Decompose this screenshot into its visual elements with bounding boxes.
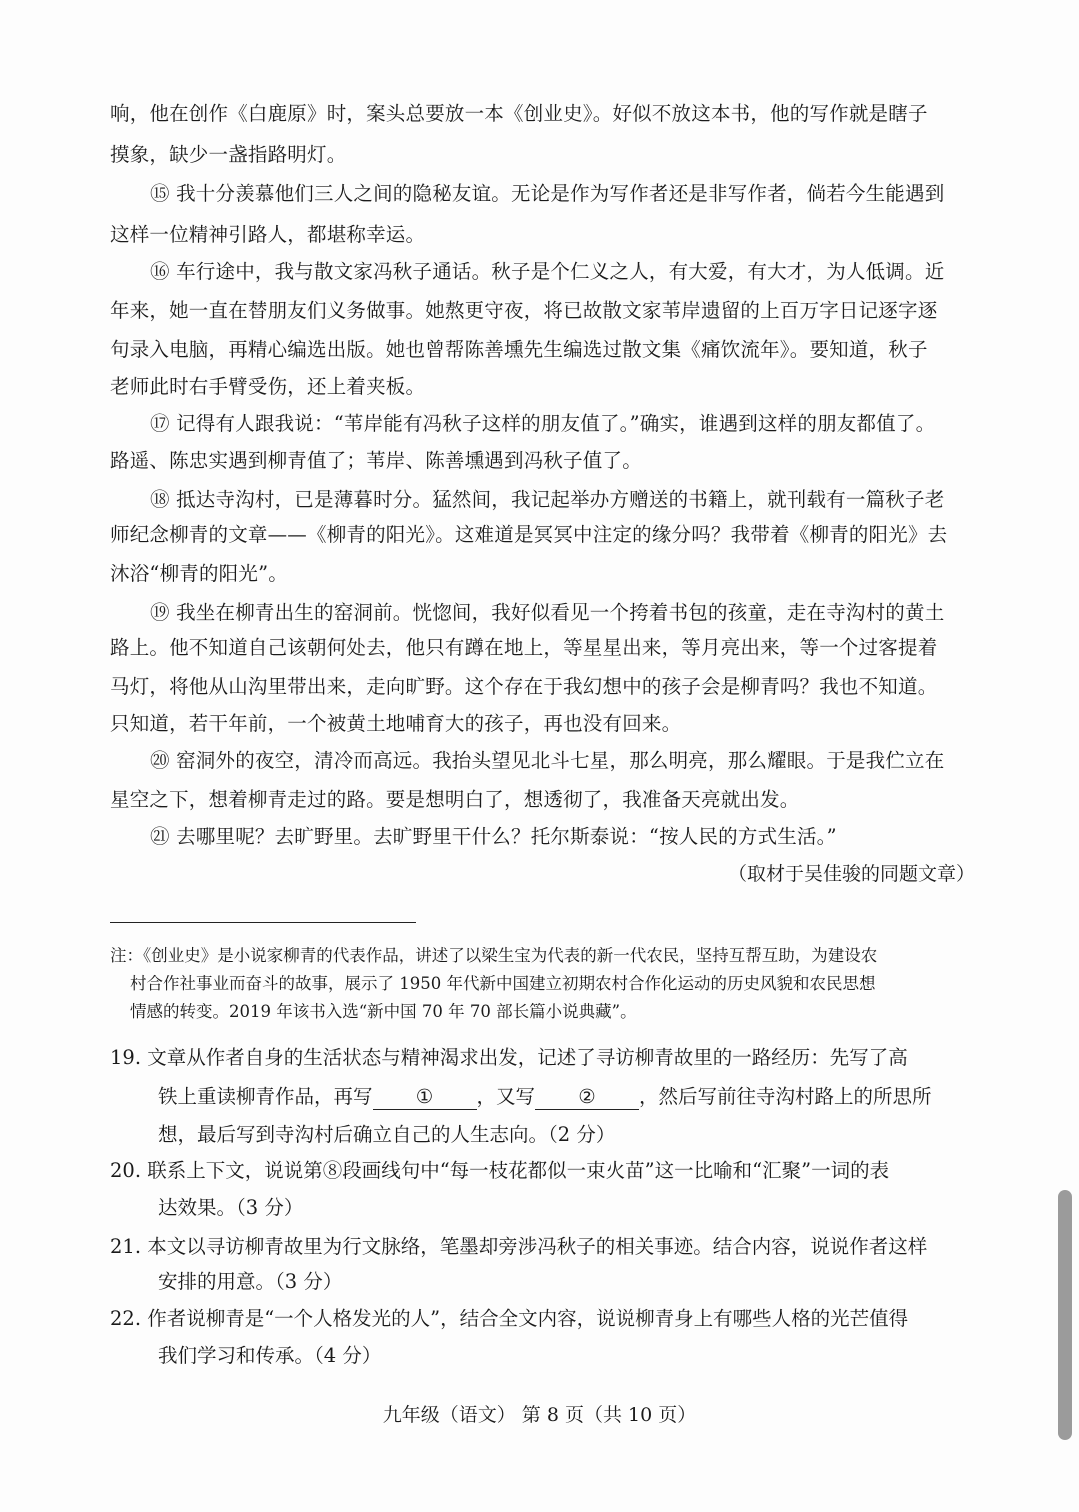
page-footer: 九年级（语文） 第 8 页（共 10 页） (382, 1404, 697, 1426)
passage-line: 路遥、陈忠实遇到柳青值了；苇岸、陈善壎遇到冯秋子值了。 (110, 449, 642, 472)
passage-line: 老师此时右手臂受伤，还上着夹板。 (110, 375, 426, 398)
passage-line: ⑲ 我坐在柳青出生的窑洞前。恍惚间，我好似看见一个挎着书包的孩童，走在寺沟村的黄土 (150, 601, 945, 624)
question-19-line-1: 19. 文章从作者自身的生活状态与精神渴求出发，记述了寻访柳青故里的一路经历：先写了高 (110, 1046, 908, 1069)
footnote-line: 村合作社事业而奋斗的故事，展示了 1950 年代新中国建立初期农村合作化运动的历史风貌和农民思想 (130, 974, 876, 993)
question-19-text-a: 铁上重读柳青作品，再写 (158, 1085, 373, 1108)
footnote-divider (110, 922, 416, 923)
passage-line: 响，他在创作《白鹿原》时，案头总要放一本《创业史》。好似不放这本书，他的写作就是瞎子 (110, 102, 928, 125)
passage-line: 路上。他不知道自己该朝何处去，他只有蹲在地上，等星星出来，等月亮出来，等一个过客提着 (110, 636, 938, 659)
passage-line: 摸象，缺少一盏指路明灯。 (110, 143, 347, 166)
passage-line: ⑱ 抵达寺沟村，已是薄暮时分。猛然间，我记起举办方赠送的书籍上，就刊载有一篇秋子老 (150, 488, 945, 511)
passage-line: 星空之下，想着柳青走过的路。要是想明白了，想透彻了，我准备天亮就出发。 (110, 788, 800, 811)
question-22-line-1: 22. 作者说柳青是“一个人格发光的人”，结合全文内容，说说柳青身上有哪些人格的光芒值得 (110, 1307, 909, 1330)
footnote-line: 情感的转变。2019 年该书入选“新中国 70 年 70 部长篇小说典藏”。 (130, 1002, 637, 1021)
passage-line: ⑳ 窑洞外的夜空，清冷而高远。我抬头望见北斗七星，那么明亮，那么耀眼。于是我伫立在 (150, 749, 945, 772)
passage-line: 沐浴“柳青的阳光”。 (110, 562, 288, 585)
question-19-line-2 (158, 1081, 932, 1113)
passage-line: ⑮ 我十分羡慕他们三人之间的隐秘友谊。无论是作为写作者还是非写作者，倘若今生能遇到 (150, 182, 945, 205)
passage-line: 句录入电脑，再精心编选出版。她也曾帮陈善壎先生编选过散文集《痛饮流年》。要知道，秋子 (110, 338, 928, 361)
passage-line: ⑯ 车行途中，我与散文家冯秋子通话。秋子是个仁义之人，有大爱，有大才，为人低调。近 (150, 260, 945, 283)
passage-source: （取材于吴佳骏的同题文章） (727, 863, 975, 885)
question-19-text-b: ，又写 (476, 1085, 536, 1108)
passage-line: 马灯，将他从山沟里带出来，走向旷野。这个存在于我幻想中的孩子会是柳青吗？我也不知道。 (110, 675, 938, 698)
question-19-text-c: ，然后写前往寺沟村路上的所思所 (639, 1085, 932, 1108)
question-21-line-2: 安排的用意。（3 分） (158, 1270, 343, 1293)
question-20-line-1: 20. 联系上下文，说说第⑧段画线句中“每一枝花都似一束火苗”这一比喻和“汇聚”一词的表 (110, 1159, 890, 1182)
passage-line: 师纪念柳青的文章——《柳青的阳光》。这难道是冥冥中注定的缘分吗？我带着《柳青的阳光》去 (110, 523, 948, 546)
answer-blank-2[interactable]: ② (535, 1085, 639, 1110)
passage-line: 年来，她一直在替朋友们义务做事。她熬更守夜，将已故散文家苇岸遗留的上百万字日记逐字逐 (110, 299, 938, 322)
question-19-line-3: 想，最后写到寺沟村后确立自己的人生志向。（2 分） (158, 1123, 616, 1146)
passage-line: 只知道，若干年前，一个被黄土地哺育大的孩子，再也没有回来。 (110, 712, 682, 735)
scrollbar-thumb[interactable] (1058, 1190, 1072, 1440)
question-20-line-2: 达效果。（3 分） (158, 1196, 304, 1219)
passage-line: 这样一位精神引路人，都堪称幸运。 (110, 223, 426, 246)
passage-line: ⑰ 记得有人跟我说：“苇岸能有冯秋子这样的朋友值了。”确实，谁遇到这样的朋友都值了。 (150, 412, 936, 435)
question-21-line-1: 21. 本文以寻访柳青故里为行文脉络，笔墨却旁涉冯秋子的相关事迹。结合内容，说说作者这样 (110, 1235, 928, 1258)
footnote-line: 注：《创业史》是小说家柳青的代表作品，讲述了以梁生宝为代表的新一代农民，坚持互帮互助，为建设农 (110, 946, 878, 965)
question-22-line-2: 我们学习和传承。（4 分） (158, 1344, 382, 1367)
answer-blank-1[interactable]: ① (373, 1085, 477, 1110)
passage-line: ㉑ 去哪里呢？去旷野里。去旷野里干什么？托尔斯泰说：“按人民的方式生活。” (150, 825, 837, 848)
